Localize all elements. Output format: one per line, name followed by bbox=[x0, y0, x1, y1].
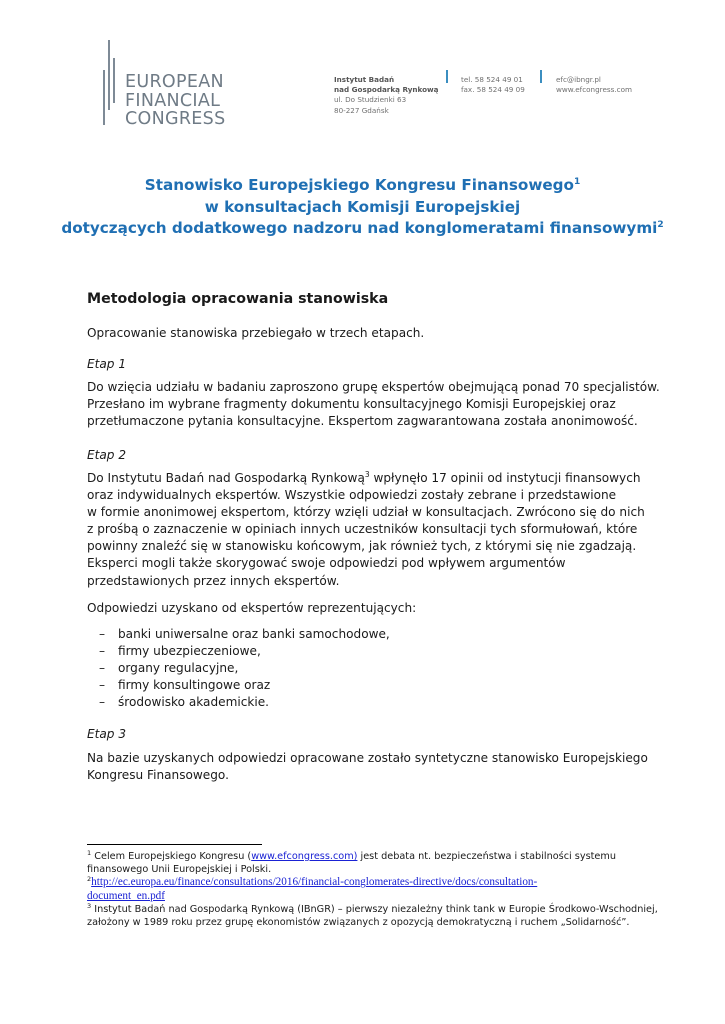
list-marker: – bbox=[99, 695, 106, 710]
footnote-ref[interactable]: 2 bbox=[657, 220, 664, 230]
stage2-paragraph bbox=[87, 470, 647, 590]
list-item bbox=[87, 677, 390, 694]
letterhead-contact bbox=[556, 75, 632, 95]
letterhead-divider bbox=[540, 70, 542, 83]
stage-label: Etap 1 bbox=[87, 357, 127, 371]
text-segment: Do Instytutu Badań nad Gospodarką Rynkową bbox=[87, 471, 365, 485]
org-name-line1: Instytut Badań bbox=[334, 75, 395, 84]
efcongress-link[interactable]: www.efcongress.com) bbox=[251, 851, 358, 862]
footnote-text: Instytut Badań nad Gospodarką Rynkową (IBnGR) – pierwszy niezależny think tank w Europie Środkowo-Wschodniej, bbox=[91, 903, 658, 915]
text-line: z prośbą o zaznaczenie w opiniach innych uczestników konsultacji tych sformułowań, które bbox=[87, 522, 638, 537]
efc-logo-mark bbox=[100, 40, 116, 125]
letterhead-address bbox=[334, 75, 439, 116]
logo-line: FINANCIAL bbox=[125, 90, 221, 111]
footnote-number: 3 bbox=[87, 901, 92, 910]
title-line: w konsultacjach Komisji Europejskiej bbox=[204, 197, 521, 216]
list-item-text: środowisko akademickie. bbox=[118, 695, 270, 710]
city: 80-227 Gdańsk bbox=[334, 105, 389, 115]
stage3-paragraph bbox=[87, 750, 647, 784]
footnote-separator bbox=[87, 844, 262, 845]
list-item-text: firmy konsultingowe oraz bbox=[118, 678, 271, 693]
intro-paragraph: Opracowanie stanowiska przebiegało w trzech etapach. bbox=[87, 326, 425, 340]
footnote-2 bbox=[87, 876, 647, 889]
consultation-document-link[interactable]: document_en.pdf bbox=[87, 889, 165, 902]
footnote-text: założony w 1989 roku przez grupę ekonomistów związanych z opozycją demokratyczną i ruchem „Solidarność”. bbox=[87, 917, 630, 929]
logo-line: EUROPEAN bbox=[125, 72, 224, 92]
text-line: w formie anonimowej ekspertom, którzy wzięli udział w konsultacjach. Zwrócono się do nich bbox=[87, 505, 645, 520]
list-marker: – bbox=[99, 644, 106, 659]
org-name-line2: nad Gospodarką Rynkową bbox=[334, 85, 439, 95]
text-line: przetłumaczone pytania konsultacyjne. Ekspertom zagwarantowana została anonimowość. bbox=[87, 414, 638, 429]
email-link[interactable]: efc@ibngr.pl bbox=[556, 75, 601, 84]
footnote-text: jest debata nt. bezpieczeństwa i stabilności systemu bbox=[357, 851, 616, 862]
footnote-ref[interactable]: 1 bbox=[573, 177, 581, 187]
text-line: przedstawionych przez innych ekspertów. bbox=[87, 573, 340, 588]
experts-intro: Odpowiedzi uzyskano od ekspertów reprezentujących: bbox=[87, 601, 417, 615]
footnote-3 bbox=[87, 901, 658, 916]
experts-list bbox=[87, 626, 390, 711]
footnote-1 bbox=[87, 850, 647, 863]
list-item-text: banki uniwersalne oraz banki samochodowe, bbox=[118, 627, 390, 641]
efc-logo-wordmark bbox=[125, 73, 225, 129]
letterhead-phones bbox=[461, 75, 525, 95]
footnotes bbox=[87, 849, 658, 929]
footnote-text: Celem Europejskiego Kongresu ( bbox=[91, 851, 252, 862]
list-item bbox=[87, 643, 390, 660]
text-line: powinny znaleźć się w stanowisku końcowym, jak również tych, z którymi się nie zgadzają. bbox=[87, 539, 637, 554]
street: ul. Do Studzienki 63 bbox=[334, 95, 407, 105]
section-heading: Metodologia opracowania stanowiska bbox=[87, 291, 389, 307]
text-line: Na bazie uzyskanych odpowiedzi opracowane zostało syntetyczne stanowisko Europejskiego bbox=[87, 751, 648, 765]
stage1-paragraph bbox=[87, 379, 660, 430]
footnote-number: 1 bbox=[87, 849, 92, 857]
text-segment: wpłynęło 17 opinii od instytucji finansowych bbox=[369, 471, 641, 485]
text-line: oraz indywidualnych ekspertów. Wszystkie odpowiedzi zostały zebrane i przedstawione bbox=[87, 488, 617, 503]
fax-number: fax. 58 524 49 09 bbox=[461, 85, 525, 95]
text-line: Przesłano im wybrane fragmenty dokumentu konsultacyjnego Komisji Europejskiej oraz bbox=[87, 397, 616, 412]
list-item-text: organy regulacyjne, bbox=[118, 661, 239, 676]
list-marker: – bbox=[99, 678, 106, 693]
list-marker: – bbox=[99, 661, 106, 676]
list-marker: – bbox=[99, 627, 106, 641]
consultation-document-link[interactable]: http://ec.europa.eu/finance/consultations/2016/financial-conglomerates-directive/docs/consultation- bbox=[91, 876, 538, 889]
footnote-number: 2 bbox=[87, 875, 92, 884]
footnote-text: finansowego Unii Europejskiej i Polski. bbox=[87, 864, 272, 876]
text-line: Do wzięcia udziału w badaniu zaproszono grupę ekspertów obejmującą ponad 70 specjalistów. bbox=[87, 380, 660, 394]
list-item bbox=[87, 660, 390, 677]
website-link[interactable]: www.efcongress.com bbox=[556, 85, 633, 95]
title-line: Stanowisko Europejskiego Kongresu Finansowego bbox=[144, 176, 574, 194]
text-line: Eksperci mogli także skorygować swoje odpowiedzi pod wpływem argumentów bbox=[87, 556, 566, 571]
list-item bbox=[87, 626, 390, 643]
logo-line: CONGRESS bbox=[125, 109, 226, 129]
document-title bbox=[40, 175, 685, 240]
list-item-text: firmy ubezpieczeniowe, bbox=[118, 644, 261, 659]
text-line: Kongresu Finansowego. bbox=[87, 768, 229, 783]
list-item bbox=[87, 694, 390, 711]
footnote-ref[interactable]: 3 bbox=[364, 470, 370, 479]
stage-label: Etap 3 bbox=[87, 727, 127, 741]
title-line: dotyczących dodatkowego nadzoru nad konglomeratami finansowymi bbox=[61, 219, 658, 237]
letterhead-divider bbox=[446, 70, 448, 83]
phone-number: tel. 58 524 49 01 bbox=[461, 75, 523, 84]
stage-label: Etap 2 bbox=[87, 448, 127, 462]
